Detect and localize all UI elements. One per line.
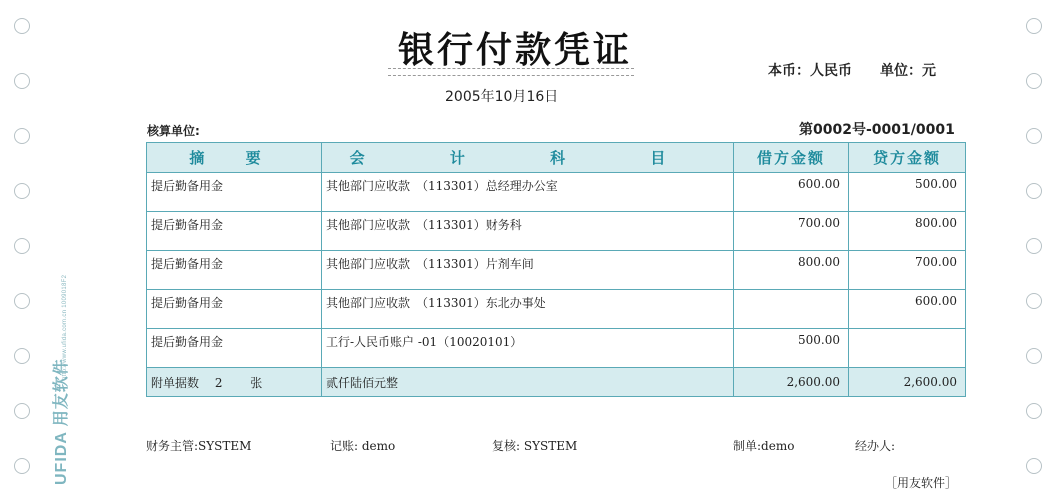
header-credit: 贷方金额: [849, 143, 966, 173]
ufida-logo: UFIDA 用友软件: [53, 358, 70, 485]
amount-in-words: 贰仟陆佰元整: [322, 368, 734, 397]
row-subject: 其他部门应收款 （113301）片剂车间: [322, 251, 734, 290]
row-debit: 600.00: [734, 173, 849, 212]
table-row: [147, 212, 966, 251]
bookkeeper-sign: 记账: demo: [330, 439, 396, 453]
accounting-unit-label: 核算单位:: [147, 124, 200, 138]
tractor-hole: [1026, 183, 1042, 199]
handler-sign: 经办人:: [855, 439, 896, 453]
tractor-hole: [14, 18, 30, 34]
total-credit: 2,600.00: [849, 368, 966, 397]
tractor-hole: [1026, 128, 1042, 144]
table-row: [147, 251, 966, 290]
reviewer-sign: 复核: SYSTEM: [492, 439, 578, 453]
tractor-hole: [14, 458, 30, 474]
title-underline: [388, 68, 634, 76]
attachment-count: 附单据数 2 张: [147, 368, 322, 397]
row-debit: 500.00: [734, 329, 849, 368]
unit-label: 单位：元: [880, 63, 936, 79]
row-subject: 其他部门应收款 （113301）总经理办公室: [322, 173, 734, 212]
vendor-side-text: http://www.ufida.com.cn 1009018F2: [62, 274, 68, 380]
row-summary: 提后勤备用金: [147, 212, 322, 251]
table-row: [147, 173, 966, 212]
tractor-hole: [1026, 403, 1042, 419]
row-credit: 700.00: [849, 251, 966, 290]
currency-label: 本币：人民币: [768, 63, 852, 79]
tractor-hole: [14, 183, 30, 199]
row-subject: 工行-人民币账户 -01（10020101）: [322, 329, 734, 368]
tractor-hole: [14, 403, 30, 419]
table-header-row: [147, 143, 966, 173]
voucher-table: [146, 142, 966, 397]
tractor-hole: [1026, 18, 1042, 34]
table-row: [147, 329, 966, 368]
total-row: [147, 368, 966, 397]
tractor-hole: [14, 348, 30, 364]
row-credit: 500.00: [849, 173, 966, 212]
row-credit: 600.00: [849, 290, 966, 329]
header-debit: 借方金额: [734, 143, 849, 173]
tractor-hole: [14, 128, 30, 144]
left-tractor-holes: [14, 0, 32, 503]
tractor-hole: [14, 73, 30, 89]
vendor-side-strip: [38, 80, 78, 485]
header-summary: 摘 要: [147, 143, 322, 173]
row-credit: 800.00: [849, 212, 966, 251]
tractor-hole: [1026, 348, 1042, 364]
row-debit: 800.00: [734, 251, 849, 290]
tractor-hole: [1026, 73, 1042, 89]
row-debit: 700.00: [734, 212, 849, 251]
voucher-date: 2005年10月16日: [445, 89, 559, 105]
row-summary: 提后勤备用金: [147, 290, 322, 329]
row-summary: 提后勤备用金: [147, 329, 322, 368]
right-tractor-holes: [1026, 0, 1044, 503]
row-summary: 提后勤备用金: [147, 251, 322, 290]
row-summary: 提后勤备用金: [147, 173, 322, 212]
tractor-hole: [1026, 458, 1042, 474]
finance-manager-sign: 财务主管:SYSTEM: [146, 439, 252, 453]
total-debit: 2,600.00: [734, 368, 849, 397]
tractor-hole: [1026, 293, 1042, 309]
row-credit: [849, 329, 966, 368]
vendor-mark: ［用友软件］: [885, 476, 958, 490]
tractor-hole: [14, 238, 30, 254]
tractor-hole: [1026, 238, 1042, 254]
row-subject: 其他部门应收款 （113301）财务科: [322, 212, 734, 251]
voucher-number: 第0002号-0001/0001: [799, 122, 955, 138]
voucher-title: 银行付款凭证: [398, 30, 633, 71]
row-debit: [734, 290, 849, 329]
preparer-sign: 制单:demo: [733, 439, 795, 453]
row-subject: 其他部门应收款 （113301）东北办事处: [322, 290, 734, 329]
header-subject: 会 计 科 目: [322, 143, 734, 173]
tractor-hole: [14, 293, 30, 309]
table-row: [147, 290, 966, 329]
